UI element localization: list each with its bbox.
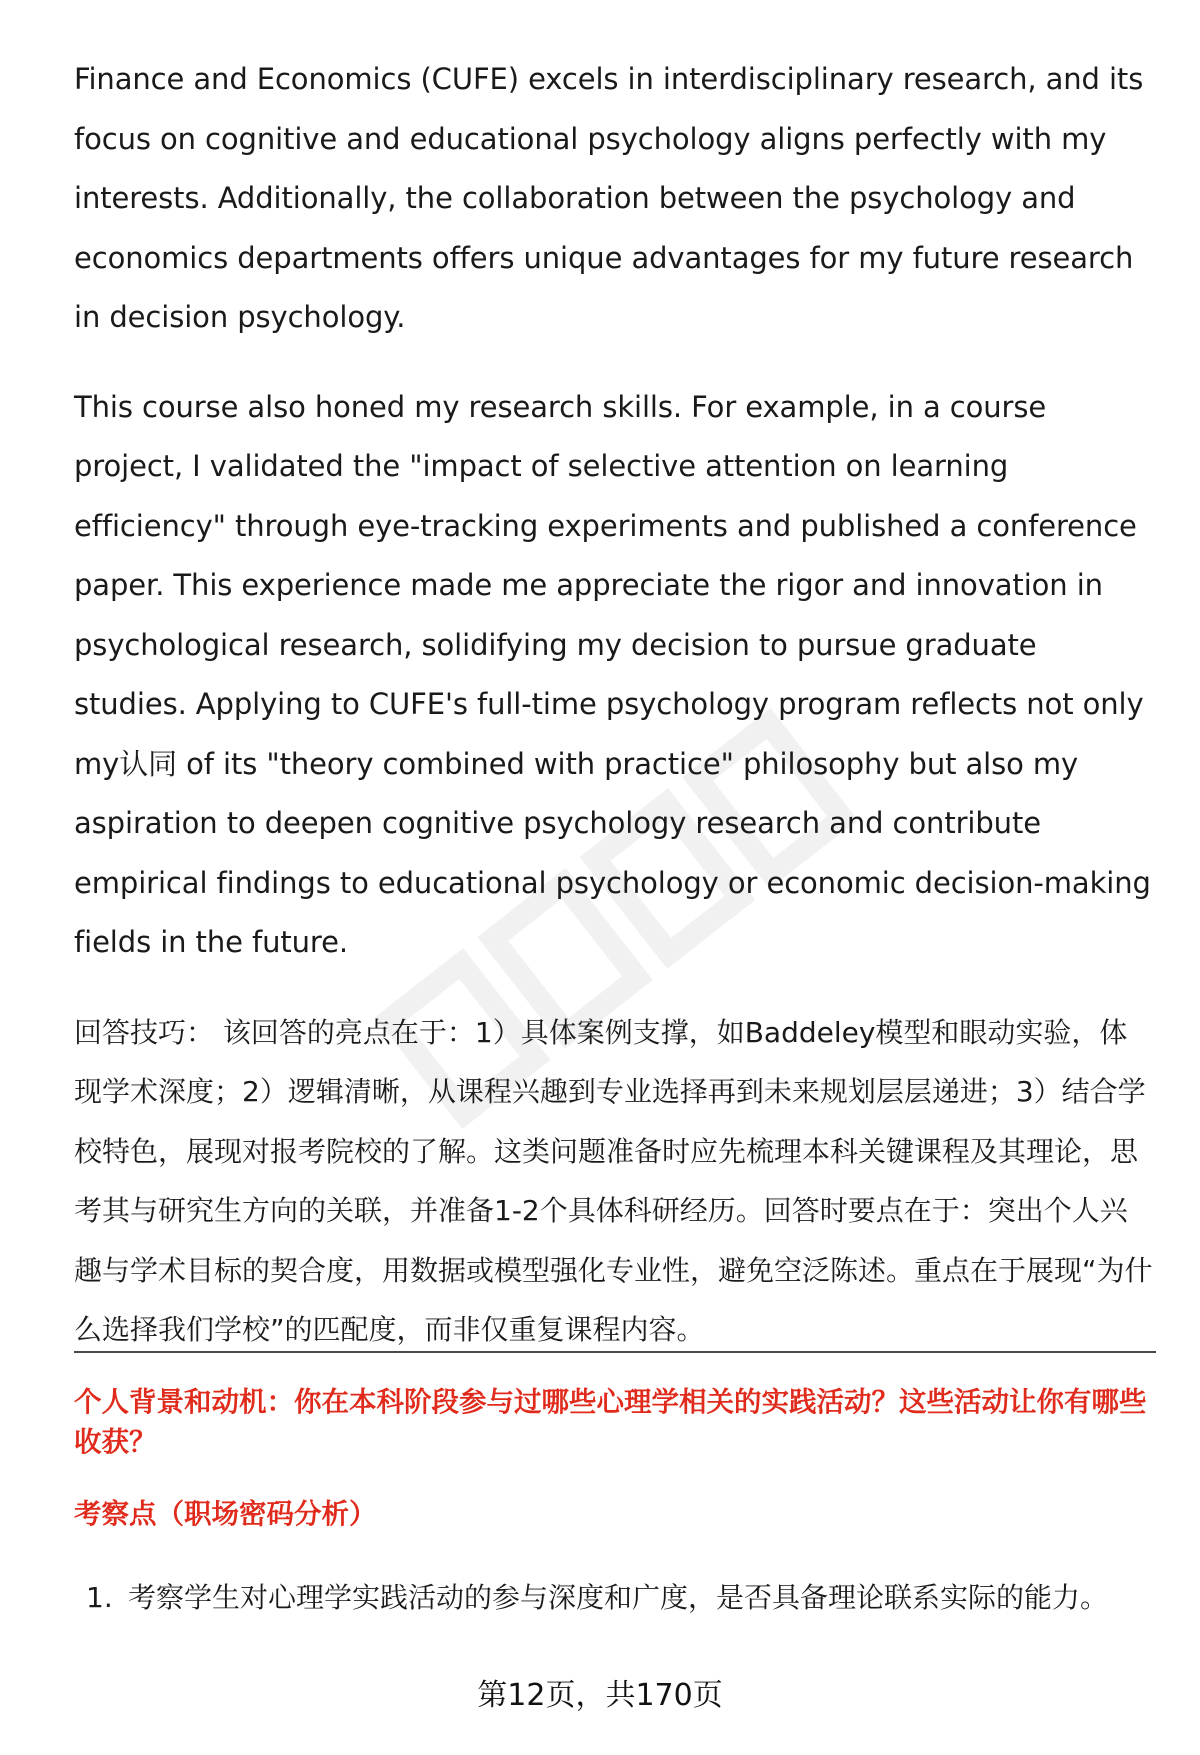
question-heading: 个人背景和动机：你在本科阶段参与过哪些心理学相关的实践活动？这些活动让你有哪些收获？ xyxy=(74,1386,1147,1458)
main-content xyxy=(74,50,1154,1360)
points-list xyxy=(74,1568,1156,1627)
paragraph: This course also honed my research skills. For example, in a course project, I validated the "impact of selective attention on learning efficiency" through eye-tracking experiments and published a conference paper. This experience made me appreciate the rigor and innovation in psychological research, solidifying my decision to pursue graduate studies. Applying to CUFE's full-time psychology program reflects not only my认同 of its "theory combined with practice" philosophy but also my aspiration to deepen cognitive psychology research and contribute empirical findings to educational psychology or economic decision-making fields in the future. xyxy=(74,389,1151,959)
list-item xyxy=(74,1568,1156,1627)
paragraph: Finance and Economics (CUFE) excels in interdisciplinary research, and its focus on cognitive and educational psychology aligns perfectly with my interests. Additionally, the collaboration between the psychology and economics departments offers unique advantages for my future research in decision psychology. xyxy=(74,62,1144,334)
section-divider xyxy=(74,1351,1156,1353)
answer-tip: 回答技巧： 该回答的亮点在于：1）具体案例支撑，如Baddeley模型和眼动实验，体现学术深度；2）逻辑清晰，从课程兴趣到专业选择再到未来规划层层递进；3）结合学校特色，展现对报考院校的了解。这类问题准备时应先梳理本科关键课程及其理论，思考其与研究生方向的关联，并准备1-2个具体科研经历。回答时要点在于：突出个人兴趣与学术目标的契合度，用数据或模型强化专业性，避免空泛陈述。重点在于展现“为什么选择我们学校”的匹配度，而非仅重复课程内容。 xyxy=(74,1015,1153,1346)
list-item-text: 考察学生对心理学实践活动的参与深度和广度，是否具备理论联系实际的能力。 xyxy=(128,1581,1109,1614)
list-number: 1. xyxy=(86,1581,113,1614)
page-footer: 第12页，共170页 xyxy=(477,1678,723,1713)
section-title: 考察点（职场密码分析） xyxy=(74,1498,377,1530)
